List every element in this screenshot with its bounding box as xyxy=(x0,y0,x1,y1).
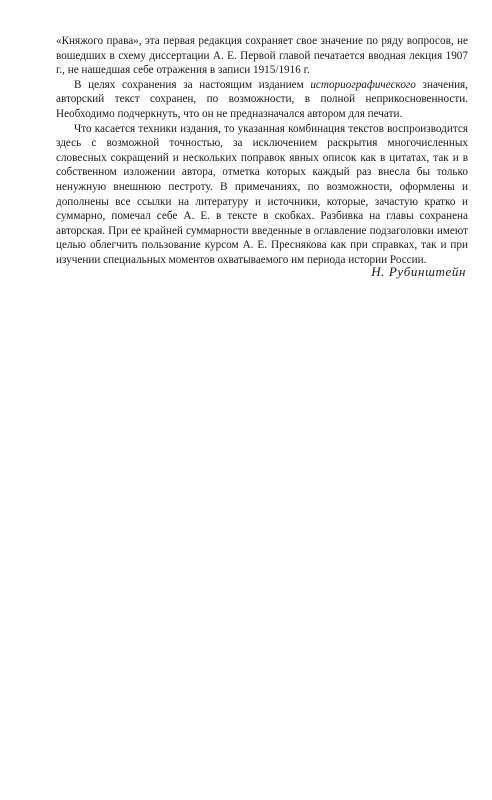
paragraph-2-text-start: В целях сохранения за настоящим изданием xyxy=(74,78,311,91)
paragraph-2-emphasis: историографического xyxy=(310,78,416,91)
author-signature: Н. Рубинштейн xyxy=(371,264,466,279)
paragraph-1-text: «Княжого права», эта первая редакция сохраняет свое значение по ряду вопросов, не вошедших в схему диссертации А. Е. Первой главой печатается вводная лекция 1907 г., не нашедшая себе отражения в записи 1915/1916 г. xyxy=(56,35,468,77)
paragraph-3-text: Что касается техники издания, то указанная комбинация текстов воспроизводится здесь с возможной точностью, за исключением раскрытия многочисленных словесных сокращений и нескольких поправок явных описок как в цитатах, так и в собственном изложении автора, отметка которых каждый раз внесла бы только ненужную внешнюю пестроту. В примечаниях, по возможности, оформлены и дополнены все ссылки на литературу и источники, которые, зачастую кратко и суммарно, помечал себе А. Е. в тексте в скобках. Разбивка на главы сохранена авторская. При ее крайней суммарности введенные в оглавление подзаголовки имеют целью облегчить пользование курсом А. Е. Преснякова как при справках, так и при изучении специальных моментов охватываемого им периода истории России. xyxy=(56,122,468,266)
paragraph-3 xyxy=(56,122,468,268)
paragraph-2 xyxy=(56,78,468,122)
body-text xyxy=(56,34,468,268)
paragraph-1 xyxy=(56,34,468,78)
paragraph-2-text-end: значения, авторский текст сохранен, по возможности, в полной неприкосновенности. Необходимо подчеркнуть, что он не предназначался автором для печати. xyxy=(56,78,468,120)
